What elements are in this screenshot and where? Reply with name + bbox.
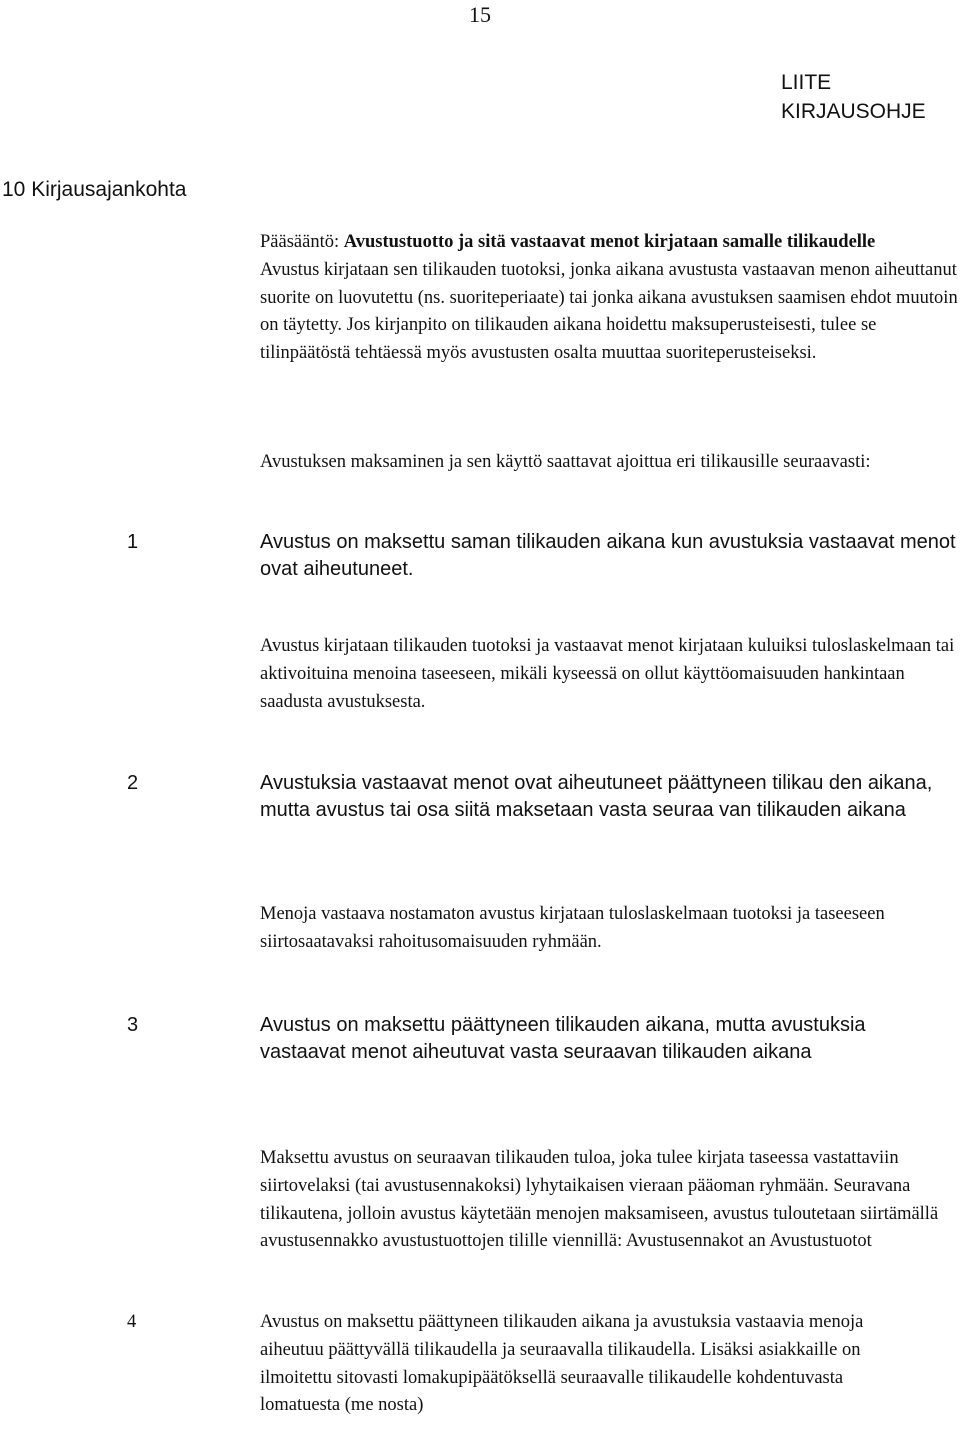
rule-prefix: Pääsääntö: [260,232,344,252]
page-number: 15 [469,2,491,27]
item-text-3: Maksettu avustus on seuraavan tilikauden tuloa, joka tulee kirjata taseessa vastattaviin siirtovelaksi (tai avustusennakoksi) lyhytaikaisen vieraan pääoman ryhmään. Seuravana tilikautena, jolloin avustus käytetään menojen maksamiseen, avustus tuloutetaan siirtämällä avustusennakko avustustuottojen tilille viennillä: Avustusennakot an Avustustuotot [260,1148,939,1252]
intro-paragraph-1: Avustus kirjataan sen tilikauden tuotoksi, jonka aikana avustusta vastaavan menon aiheuttanut suorite on luovutettu (ns. suoriteperiaate) tai jonka aikana avustuksen saamisen ehdot muutoin on täytetty. Jos kirjanpito on tilikauden aikana hoidettu maksuperusteisesti, tulee se tilinpäätöstä tehtäessä myös avustusten osalta muuttaa suoriteperusteiseksi. [260,259,958,364]
item-title-1: Avustus on maksettu saman tilikauden aikana kun avustuksia vastaavat menot ovat aiheutuneet. [260,531,956,580]
item-number-3: 3 [127,1014,139,1036]
rule-bold: Avustustuotto ja sitä vastaavat menot kirjataan samalle tilikaudelle [343,232,876,252]
item-number-2: 2 [127,772,139,794]
section-heading [2,176,186,204]
section-number: 10 [2,178,26,201]
item-title-3: Avustus on maksettu päättyneen tilikauden aikana, mutta avustuksia vastaavat menot aiheutuvat vasta seuraavan tilikauden aikana [260,1014,866,1063]
item-text-1: Avustus kirjataan tilikauden tuotoksi ja vastaavat menot kirjataan kuluiksi tuloslaskelmaan tai aktivoituina menoina taseeseen, mikäli kyseessä on ollut käyttöomaisuuden hankintaan saadusta avustuksesta. [260,636,955,712]
item-number-1: 1 [127,531,139,553]
document-header [781,68,926,126]
header-line-liite: LIITE [781,71,832,94]
item-title-4: Avustus on maksettu päättyneen tilikauden aikana ja avustuksia vastaavia menoja aiheutuu päättyvällä tilikaudella ja seuraavalla tilikaudella. Lisäksi asiakkaille on ilmoitettu sitovasti lomakupipäätöksellä seuraavalle tilikaudelle kohdentuvasta lomatuesta (me nosta) [260,1312,864,1416]
intro-paragraph-2: Avustuksen maksaminen ja sen käyttö saattavat ajoittua eri tilikausille seuraavasti: [260,452,871,472]
item-number-4: 4 [127,1312,137,1332]
item-text-2: Menoja vastaava nostamaton avustus kirjataan tuloslaskelmaan tuotoksi ja taseeseen siirtosaatavaksi rahoitusomaisuuden ryhmään. [260,904,885,952]
item-title-2: Avustuksia vastaavat menot ovat aiheutuneet päättyneen tilikau den aikana, mutta avustus tai osa siitä maksetaan vasta seuraa van tilikauden aikana [260,772,933,821]
section-title: Kirjausajankohta [31,178,187,201]
header-line-kirjausohje: KIRJAUSOHJE [781,100,926,123]
intro-rule [260,229,958,368]
